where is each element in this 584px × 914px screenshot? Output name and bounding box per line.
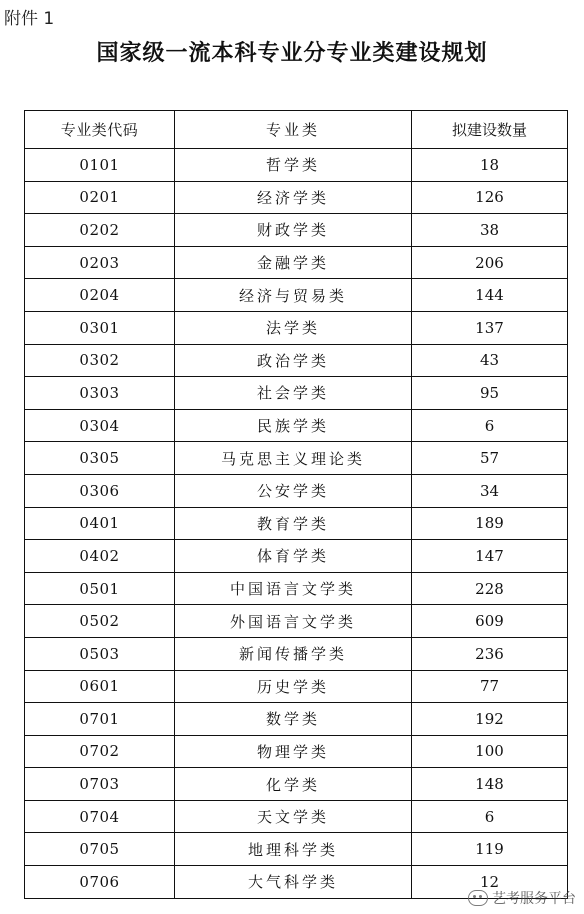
cell-count: 228: [412, 572, 568, 605]
cell-count: 6: [412, 800, 568, 833]
cell-code: 0704: [25, 800, 175, 833]
cell-code: 0203: [25, 246, 175, 279]
cell-category: 化学类: [175, 768, 412, 801]
cell-code: 0201: [25, 181, 175, 214]
cell-category: 法学类: [175, 311, 412, 344]
page-title: 国家级一流本科专业分专业类建设规划: [96, 40, 488, 66]
table-row: [25, 279, 568, 312]
column-header-code: 专业类代码: [25, 111, 175, 149]
cell-count: 18: [412, 149, 568, 182]
cell-category: 天文学类: [175, 800, 412, 833]
table-row: [25, 800, 568, 833]
cell-count: 192: [412, 703, 568, 736]
table-row: [25, 572, 568, 605]
cell-category: 经济学类: [175, 181, 412, 214]
cell-category: 民族学类: [175, 409, 412, 442]
cell-count: 609: [412, 605, 568, 638]
cell-category: 地理科学类: [175, 833, 412, 866]
cell-count: 126: [412, 181, 568, 214]
cell-code: 0401: [25, 507, 175, 540]
cell-count: 77: [412, 670, 568, 703]
cell-count: 6: [412, 409, 568, 442]
cell-category: 马克思主义理论类: [175, 442, 412, 475]
cell-code: 0502: [25, 605, 175, 638]
column-header-count: 拟建设数量: [412, 111, 568, 149]
cell-code: 0301: [25, 311, 175, 344]
cell-count: 38: [412, 214, 568, 247]
table-row: [25, 409, 568, 442]
cell-category: 金融学类: [175, 246, 412, 279]
cell-count: 147: [412, 540, 568, 573]
cell-code: 0302: [25, 344, 175, 377]
cell-count: 12: [412, 866, 568, 899]
cell-code: 0101: [25, 149, 175, 182]
cell-code: 0204: [25, 279, 175, 312]
cell-category: 体育学类: [175, 540, 412, 573]
table-row: [25, 540, 568, 573]
cell-category: 社会学类: [175, 377, 412, 410]
table-row: [25, 344, 568, 377]
cell-count: 57: [412, 442, 568, 475]
cell-category: 财政学类: [175, 214, 412, 247]
plan-table: [24, 110, 568, 899]
table-row: [25, 181, 568, 214]
cell-count: 189: [412, 507, 568, 540]
cell-code: 0304: [25, 409, 175, 442]
cell-category: 历史学类: [175, 670, 412, 703]
table-header-row: [25, 111, 568, 149]
table-row: [25, 214, 568, 247]
table-row: [25, 442, 568, 475]
cell-count: 34: [412, 474, 568, 507]
table-row: [25, 703, 568, 736]
cell-code: 0303: [25, 377, 175, 410]
watermark: [468, 888, 576, 908]
table-row: [25, 637, 568, 670]
table-row: [25, 377, 568, 410]
cell-code: 0703: [25, 768, 175, 801]
table-row: [25, 474, 568, 507]
cell-category: 政治学类: [175, 344, 412, 377]
cell-category: 中国语言文学类: [175, 572, 412, 605]
table-row: [25, 507, 568, 540]
cell-category: 新闻传播学类: [175, 637, 412, 670]
cell-code: 0402: [25, 540, 175, 573]
cell-code: 0706: [25, 866, 175, 899]
cell-category: 外国语言文学类: [175, 605, 412, 638]
cell-code: 0701: [25, 703, 175, 736]
cell-code: 0705: [25, 833, 175, 866]
cell-count: 144: [412, 279, 568, 312]
cell-count: 119: [412, 833, 568, 866]
wechat-icon: [468, 890, 488, 906]
table-row: [25, 670, 568, 703]
table-row: [25, 149, 568, 182]
table-row: [25, 768, 568, 801]
cell-category: 物理学类: [175, 735, 412, 768]
table-row: [25, 605, 568, 638]
cell-count: 206: [412, 246, 568, 279]
table-row: [25, 735, 568, 768]
cell-code: 0306: [25, 474, 175, 507]
cell-code: 0601: [25, 670, 175, 703]
table-body: [25, 149, 568, 899]
cell-category: 经济与贸易类: [175, 279, 412, 312]
cell-category: 教育学类: [175, 507, 412, 540]
cell-code: 0305: [25, 442, 175, 475]
cell-count: 148: [412, 768, 568, 801]
table-row: [25, 833, 568, 866]
cell-code: 0702: [25, 735, 175, 768]
watermark-text: 艺考服务平台: [492, 891, 576, 907]
cell-count: 137: [412, 311, 568, 344]
cell-code: 0501: [25, 572, 175, 605]
cell-count: 100: [412, 735, 568, 768]
cell-category: 数学类: [175, 703, 412, 736]
cell-count: 95: [412, 377, 568, 410]
cell-category: 哲学类: [175, 149, 412, 182]
table-row: [25, 246, 568, 279]
column-header-category: 专业类: [175, 111, 412, 149]
cell-category: 大气科学类: [175, 866, 412, 899]
cell-code: 0202: [25, 214, 175, 247]
cell-count: 236: [412, 637, 568, 670]
cell-category: 公安学类: [175, 474, 412, 507]
cell-code: 0503: [25, 637, 175, 670]
cell-count: 43: [412, 344, 568, 377]
attachment-label: 附件 1: [4, 9, 55, 29]
table-row: [25, 311, 568, 344]
